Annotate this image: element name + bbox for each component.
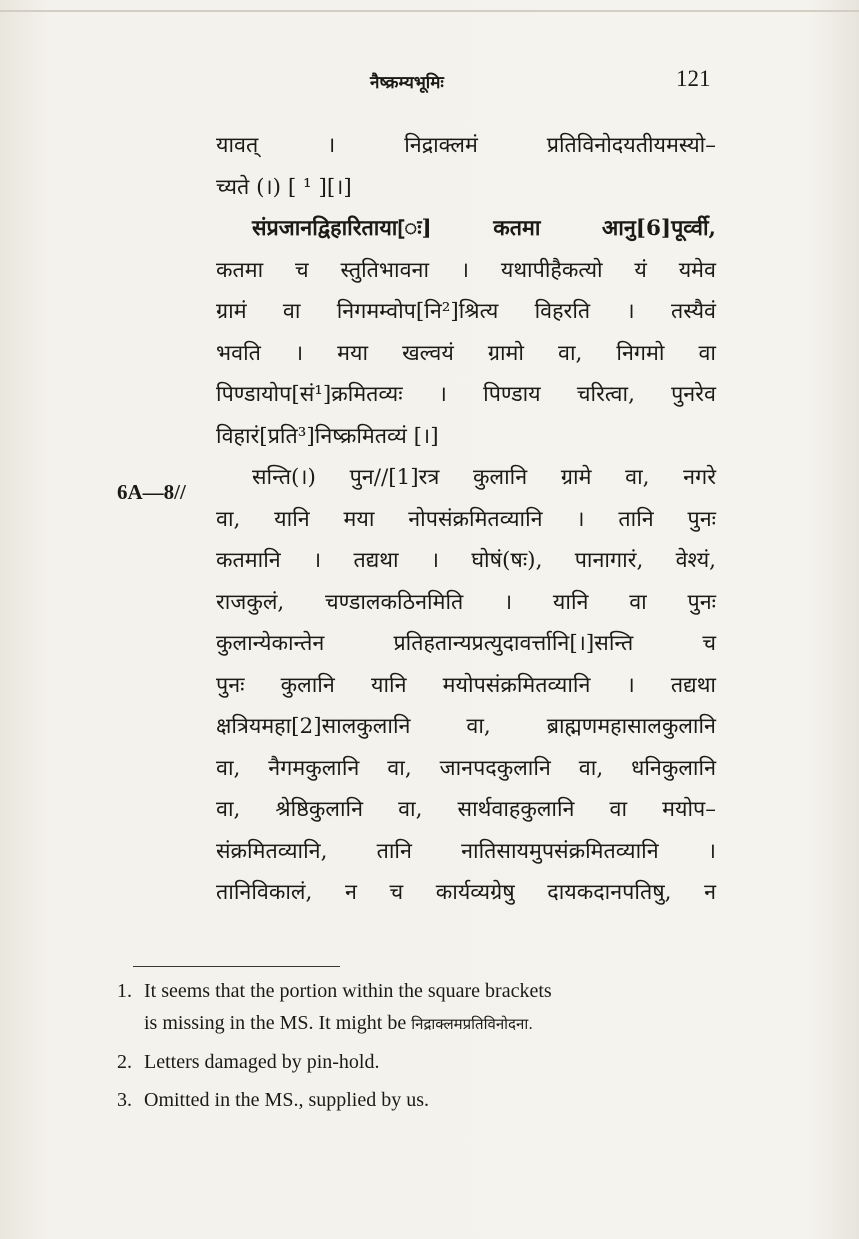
text-line: कुलान्येकान्तेन प्रतिहतान्यप्रत्युदावर्त्तानि[।]सन्ति च bbox=[216, 631, 716, 656]
footnote-1-continuation bbox=[117, 1007, 727, 1040]
footnote-text: It seems that the portion within the square brackets bbox=[144, 980, 552, 1002]
text-line: च्यते (।) [ ¹ ][।] bbox=[216, 174, 352, 200]
footnote-devanagari: निद्राक्लमप्रतिविनोदना. bbox=[411, 1015, 533, 1033]
folio-marker: 6A—8// bbox=[117, 480, 186, 504]
text-line: वा, श्रेष्ठिकुलानि वा, सार्थवाहकुलानि वा मयोप– bbox=[216, 797, 716, 822]
body-text bbox=[216, 125, 716, 914]
text-line: वा, यानि मया नोपसंक्रमितव्यानि । तानि पुनः bbox=[216, 506, 716, 532]
text-line: पिण्डायोप[सं¹]क्रमितव्यः । पिण्डाय चरित्वा, पुनरेव bbox=[216, 382, 716, 407]
footnote-2 bbox=[117, 1046, 727, 1078]
text-line: क्षत्रियमहा[2]सालकुलानि वा, ब्राह्मणमहासालकुलानि bbox=[216, 714, 716, 739]
text-line: संप्रजानद्विहारिताया[ः] कतमा आनु[6]पूर्व्वी, bbox=[252, 216, 716, 241]
footnotes bbox=[117, 975, 727, 1116]
text-line: भवति । मया खल्वयं ग्रामो वा, निगमो वा bbox=[216, 340, 716, 366]
text-line: ग्रामं वा निगमम्वोप[नि²]श्रित्य विहरति । तस्यैवं bbox=[216, 299, 716, 324]
text-line: कतमा च स्तुतिभावना । यथापीहैकत्यो यं यमेव bbox=[216, 257, 716, 283]
footnote-text: is missing in the MS. It might be bbox=[144, 1012, 407, 1034]
text-line: सन्ति(।) पुन//[1]रत्र कुलानि ग्रामे वा, नगरे bbox=[252, 465, 716, 490]
text-line: विहारं[प्रति³]निष्क्रमितव्यं [।] bbox=[216, 423, 439, 449]
footnote-1 bbox=[117, 975, 727, 1007]
text-line: यावत् । निद्राक्लमं प्रतिविनोदयतीयमस्यो– bbox=[216, 133, 716, 158]
footnote-number: 1. bbox=[117, 980, 132, 1002]
text-line: वा, नैगमकुलानि वा, जानपदकुलानि वा, धनिकुलानि bbox=[216, 755, 716, 781]
page-top-edge bbox=[0, 10, 859, 12]
footnote-text: Letters damaged by pin-hold. bbox=[144, 1051, 380, 1073]
text-line: संक्रमितव्यानि, तानि नातिसायमुपसंक्रमितव्यानि । bbox=[216, 838, 716, 864]
page-number: 121 bbox=[676, 66, 711, 91]
text-line: राजकुलं, चण्डालकठिनमिति । यानि वा पुनः bbox=[216, 589, 716, 615]
footnote-text: Omitted in the MS., supplied by us. bbox=[144, 1089, 429, 1111]
text-line: पुनः कुलानि यानि मयोपसंक्रमितव्यानि । तद्यथा bbox=[216, 672, 716, 698]
text-line: तानिविकालं, न च कार्यव्यग्रेषु दायकदानपतिषु, न bbox=[216, 880, 716, 905]
footnote-number: 2. bbox=[117, 1051, 132, 1073]
footnote-rule bbox=[133, 966, 340, 967]
running-head: नैष्क्रम्यभूमिः bbox=[370, 73, 444, 93]
text-line: कतमानि । तद्यथा । घोषं(षः), पानागारं, वेश्यं, bbox=[216, 548, 716, 573]
footnote-number: 3. bbox=[117, 1089, 132, 1111]
footnote-3 bbox=[117, 1084, 727, 1116]
